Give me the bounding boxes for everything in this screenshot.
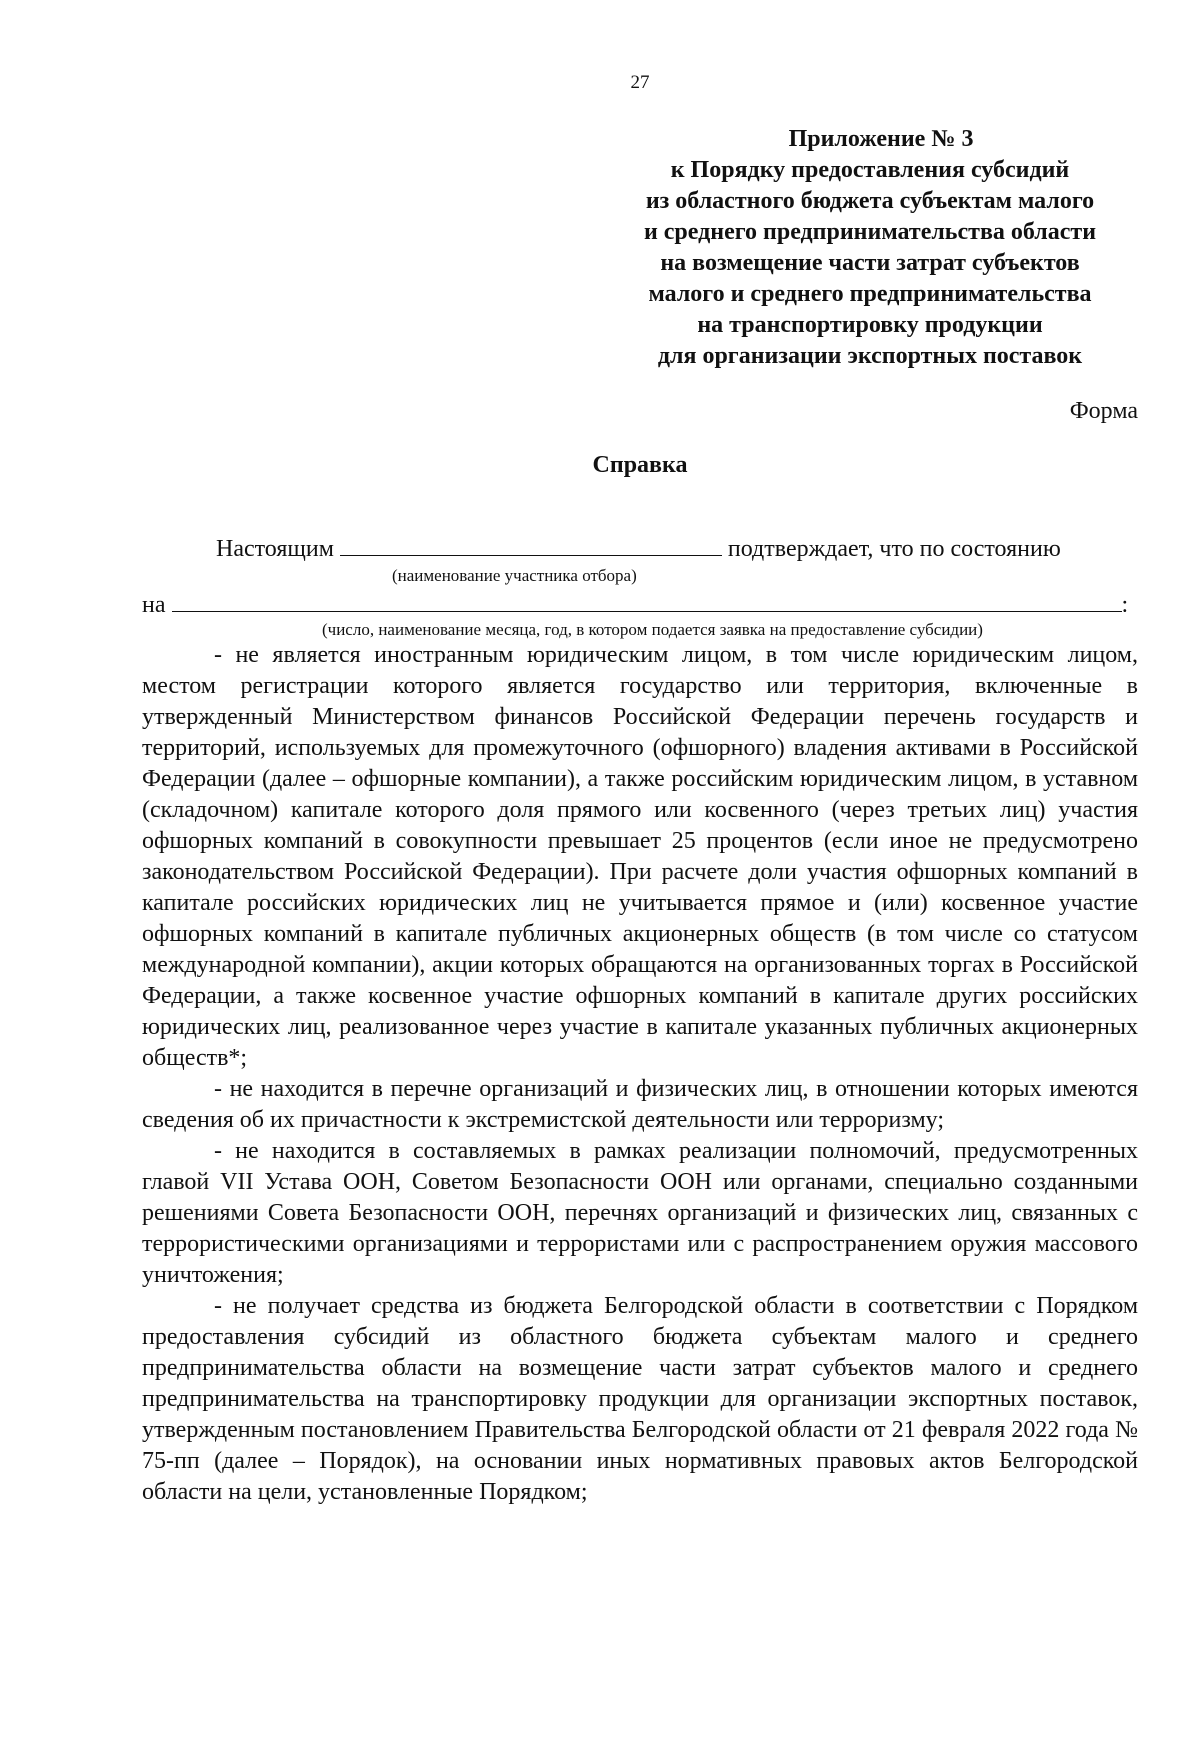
participant-line: [216, 536, 1061, 563]
page-number: 27: [630, 72, 650, 93]
paragraph: - не находится в составляемых в рамках реализации полномочий, предусмотренных главой VII Устава ООН, Советом Безопасности ООН или органами, специально созданными решениями Совета Безопасности ООН, перечнях организаций и физических лиц, связанных с террористическими организациями и террористами или с распространением оружия массового уничтожения;: [142, 1138, 1138, 1288]
date-prefix: на: [142, 592, 166, 618]
paragraph: - не находится в перечне организаций и физических лиц, в отношении которых имеются сведения об их причастности к экстремистской деятельности или терроризму;: [142, 1076, 1138, 1133]
appendix-title: Приложение № 3: [788, 126, 974, 152]
paragraph: - не является иностранным юридическим лицом, в том числе юридическим лицом, местом регистрации которого является государство или территория, включенные в утвержденный Министерством финансов Российской Федерации перечень государств и территорий, используемых для промежуточного (офшорного) владения активами в Российской Федерации (далее – офшорные компании), а также российским юридическим лицом, в уставном (складочном) капитале которого доля прямого или косвенного (через третьих лиц) участия офшорных компаний в совокупности превышает 25 процентов (если иное не предусмотрено законодательством Российской Федерации). При расчете доли участия офшорных компаний в капитале российских юридических лиц не учитывается прямое и (или) косвенное участие офшорных компаний в капитале публичных акционерных обществ (в том числе со статусом международной компании), акции которых обращаются на организованных торгах в Российской Федерации, а также косвенное участие офшорных компаний в капитале других российских юридических лиц, реализованное через участие в капитале указанных публичных акционерных обществ*;: [142, 642, 1138, 1071]
participant-name-field[interactable]: [340, 537, 722, 556]
appendix-line: к Порядку предоставления субсидий: [670, 157, 1070, 183]
appendix-line: малого и среднего предпринимательства: [648, 281, 1092, 307]
date-caption: (число, наименование месяца, год, в котором подается заявка на предоставление субсидии): [322, 620, 983, 639]
appendix-line: для организации экспортных поставок: [657, 343, 1083, 369]
paragraph: - не получает средства из бюджета Белгородской области в соответствии с Порядком предоставления субсидий из областного бюджета субъектам малого и среднего предпринимательства области на возмещение части затрат субъектов малого и среднего предпринимательства на транспортировку продукции для организации экспортных поставок, утвержденным постановлением Правительства Белгородской области от 21 февраля 2022 года № 75-пп (далее – Порядок), на основании иных нормативных правовых актов Белгородской области на цели, установленные Порядком;: [142, 1293, 1138, 1505]
appendix-line: на транспортировку продукции: [697, 312, 1043, 338]
participant-prefix: Настоящим: [216, 536, 334, 562]
date-line: [142, 592, 1128, 619]
date-suffix: :: [1121, 592, 1129, 618]
appendix-line: из областного бюджета субъектам малого: [645, 188, 1095, 214]
document-body: [142, 640, 1138, 1508]
participant-suffix: подтверждает, что по состоянию: [727, 536, 1061, 562]
form-label: Форма: [1069, 398, 1138, 424]
participant-caption: (наименование участника отбора): [392, 566, 637, 585]
appendix-line: и среднего предпринимательства области: [643, 219, 1097, 245]
date-field[interactable]: [172, 593, 1122, 612]
document-title: Справка: [592, 452, 688, 478]
appendix-line: на возмещение части затрат субъектов: [660, 250, 1080, 276]
appendix-header: [600, 124, 1140, 372]
